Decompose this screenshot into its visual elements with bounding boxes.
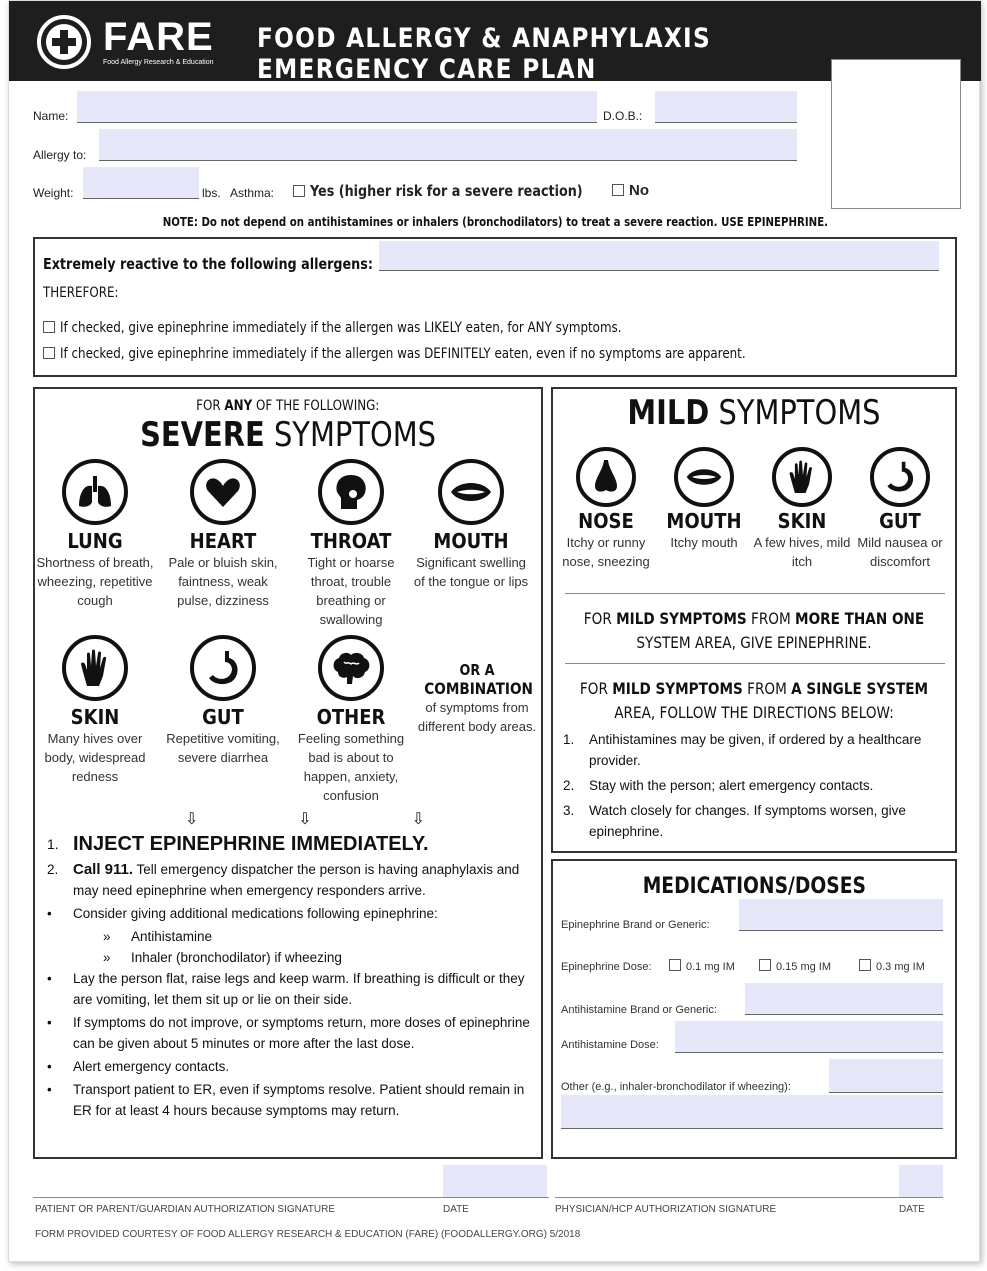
epi-brand-field[interactable] [739,899,943,931]
dose-0-15-option[interactable]: 0.15 mg IM [759,959,831,973]
care-plan-page [8,0,980,1262]
fare-logo-icon [37,15,91,69]
dose-0-3-checkbox[interactable] [859,959,871,971]
dose-0-15-checkbox[interactable] [759,959,771,971]
lips-icon [674,447,734,507]
divider [565,663,945,664]
epinephrine-note: NOTE: Do not depend on antihistamines or inhalers (bronchodilators) to treat a severe reaction. USE EPINEPHRINE. [162,215,828,229]
asthma-label: Asthma: [230,186,275,200]
asthma-no-option[interactable]: No [612,182,649,199]
other-field-line-2[interactable] [561,1095,943,1129]
patient-signature-label: PATIENT OR PARENT/GUARDIAN AUTHORIZATION SIGNATURE [35,1204,336,1215]
dob-label: D.O.B.: [603,109,643,123]
severe-throat: THROAT Tight or hoarse throat, trouble breathing or swallowing [291,459,411,629]
lbs-label: lbs. [202,186,221,200]
name-label: Name: [33,109,69,123]
weight-field[interactable] [83,167,199,199]
asthma-yes-checkbox[interactable] [293,185,305,197]
mouth-icon [438,459,504,525]
other-label: Other (e.g., inhaler-bronchodilator if wheezing): [561,1081,791,1093]
definitely-checkbox[interactable] [43,347,55,359]
anti-dose-label: Antihistamine Dose: [561,1039,659,1051]
medications-box [551,859,957,1159]
allergens-field[interactable] [379,241,939,271]
name-field[interactable] [77,91,597,123]
severe-heart: HEART Pale or bluish skin, faintness, weak pulse, dizziness [163,459,283,610]
mild-nose: NOSE Itchy or runny nose, sneezing [557,447,655,571]
dose-0-3-option[interactable]: 0.3 mg IM [859,959,925,973]
allergens-box [33,237,957,377]
physician-date-label: DATE [899,1204,925,1215]
physician-signature-line[interactable] [555,1197,943,1198]
brain-icon [318,635,384,701]
down-arrow-icon: ⇩ [411,811,425,828]
dose-0-1-option[interactable]: 0.1 mg IM [669,959,735,973]
call-911-instruction: Call 911. Tell emergency dispatcher the person is having anaphylaxis and may need epinephrine when emergency responders arrive. [73,861,520,898]
asthma-no-checkbox[interactable] [612,184,624,196]
allergens-title: Extremely reactive to the following allergens: [43,255,373,273]
mild-symptoms-box [551,387,957,853]
severe-skin: SKIN Many hives over body, widespread redness [35,635,155,786]
allergy-field[interactable] [99,129,797,161]
severe-symptoms-box [33,387,543,1159]
asthma-yes-option[interactable]: Yes (higher risk for a severe reaction) [293,182,631,200]
mild-title: MILD SYMPTOMS [627,393,881,433]
hand-icon [62,635,128,701]
severe-other: OTHER Feeling something bad is about to happen, anxiety, confusion [291,635,411,805]
photo-box[interactable] [831,59,961,209]
stomach-icon [870,447,930,507]
medications-title: MEDICATIONS/DOSES [642,874,866,899]
nose-icon [576,447,636,507]
dose-0-1-checkbox[interactable] [669,959,681,971]
therefore-label: THEREFORE: [43,285,119,301]
down-arrow-icon: ⇩ [298,811,312,828]
severe-preheading: FOR ANY OF THE FOLLOWING: [196,398,380,414]
other-field[interactable] [829,1059,943,1093]
severe-title: SEVERE SYMPTOMS [140,415,436,455]
heart-icon [190,459,256,525]
epi-dose-label: Epinephrine Dose: [561,961,652,973]
mild-skin: SKIN A few hives, mild itch [753,447,851,571]
logo-subtitle: Food Allergy Research & Education [103,59,214,66]
footer-credit: FORM PROVIDED COURTESY OF FOOD ALLERGY RESEARCH & EDUCATION (FARE) (FOODALLERGY.ORG) 5/2018 [35,1229,581,1240]
divider [565,593,945,594]
hand-icon [772,447,832,507]
severe-lung: LUNG Shortness of breath, wheezing, repetitive cough [35,459,155,610]
severe-gut: GUT Repetitive vomiting, severe diarrhea [163,635,283,767]
down-arrows [185,809,425,829]
definitely-option[interactable]: If checked, give epinephrine immediately if the allergen was DEFINITELY eaten, even if no symptoms are apparent. [43,345,867,362]
throat-icon [318,459,384,525]
mild-gut: GUT Mild nausea or discomfort [851,447,949,571]
anti-brand-field[interactable] [745,983,943,1015]
likely-option[interactable]: If checked, give epinephrine immediately if the allergen was LIKELY eaten, for ANY symptoms. [43,319,721,336]
physician-date-field[interactable] [899,1165,943,1197]
anti-brand-label: Antihistamine Brand or Generic: [561,1004,717,1016]
mild-directions: 1. Antihistamines may be given, if ordered by a healthcare provider. 2. Stay with the person; alert emergency contacts. 3. Watch closely for changes. If symptoms worsen, give epinephrine. [563,732,922,839]
lungs-icon [62,459,128,525]
allergy-label: Allergy to: [33,148,87,162]
patient-signature-line[interactable] [33,1197,549,1198]
weight-label: Weight: [33,186,74,200]
combination-note: OR A COMBINATION of symptoms from different body areas. [417,661,537,734]
mild-multi-system-note: FOR MILD SYMPTOMS FROM MORE THAN ONE SYSTEM AREA, GIVE EPINEPHRINE. [583,609,925,652]
stomach-icon [190,635,256,701]
page-title: FOOD ALLERGY & ANAPHYLAXIS EMERGENCY CARE PLAN [257,23,711,85]
dob-field[interactable] [655,91,797,123]
patient-date-label: DATE [443,1204,469,1215]
mild-mouth: MOUTH Itchy mouth [655,447,753,552]
epi-brand-label: Epinephrine Brand or Generic: [561,919,710,931]
severe-mouth: MOUTH Significant swelling of the tongue or lips [411,459,531,591]
logo-word: FARE [103,15,214,59]
mild-single-system-note: FOR MILD SYMPTOMS FROM A SINGLE SYSTEM AREA, FOLLOW THE DIRECTIONS BELOW: [579,679,929,722]
down-arrow-icon: ⇩ [185,811,199,828]
anti-dose-field[interactable] [675,1021,943,1053]
patient-date-field[interactable] [443,1165,547,1197]
severe-steps: 1. INJECT EPINEPHRINE IMMEDIATELY. 2. Call 911. Tell emergency dispatcher the person is having anaphylaxis and may need epinephrine when emergency responders arrive. • Consider giving additional medications following epinephrine: » Antihistamine » Inhaler (bronchodilator) if wheezing • Lay the person flat, raise legs and keep warm. If breathing is difficult or they are vomiting, let them sit up or lie on their side. • If symptoms do not improve, or symptoms return, more doses of epinephrine can be given about 5 minutes or more after the last dose. • Alert emergency contacts. • Transport patient to ER, even if symptoms resolve. Patient should remain in ER for at least 4 hours because symptoms may return. [45,831,535,1123]
physician-signature-label: PHYSICIAN/HCP AUTHORIZATION SIGNATURE [555,1204,777,1215]
likely-checkbox[interactable] [43,321,55,333]
inject-instruction: INJECT EPINEPHRINE IMMEDIATELY. [73,833,429,855]
